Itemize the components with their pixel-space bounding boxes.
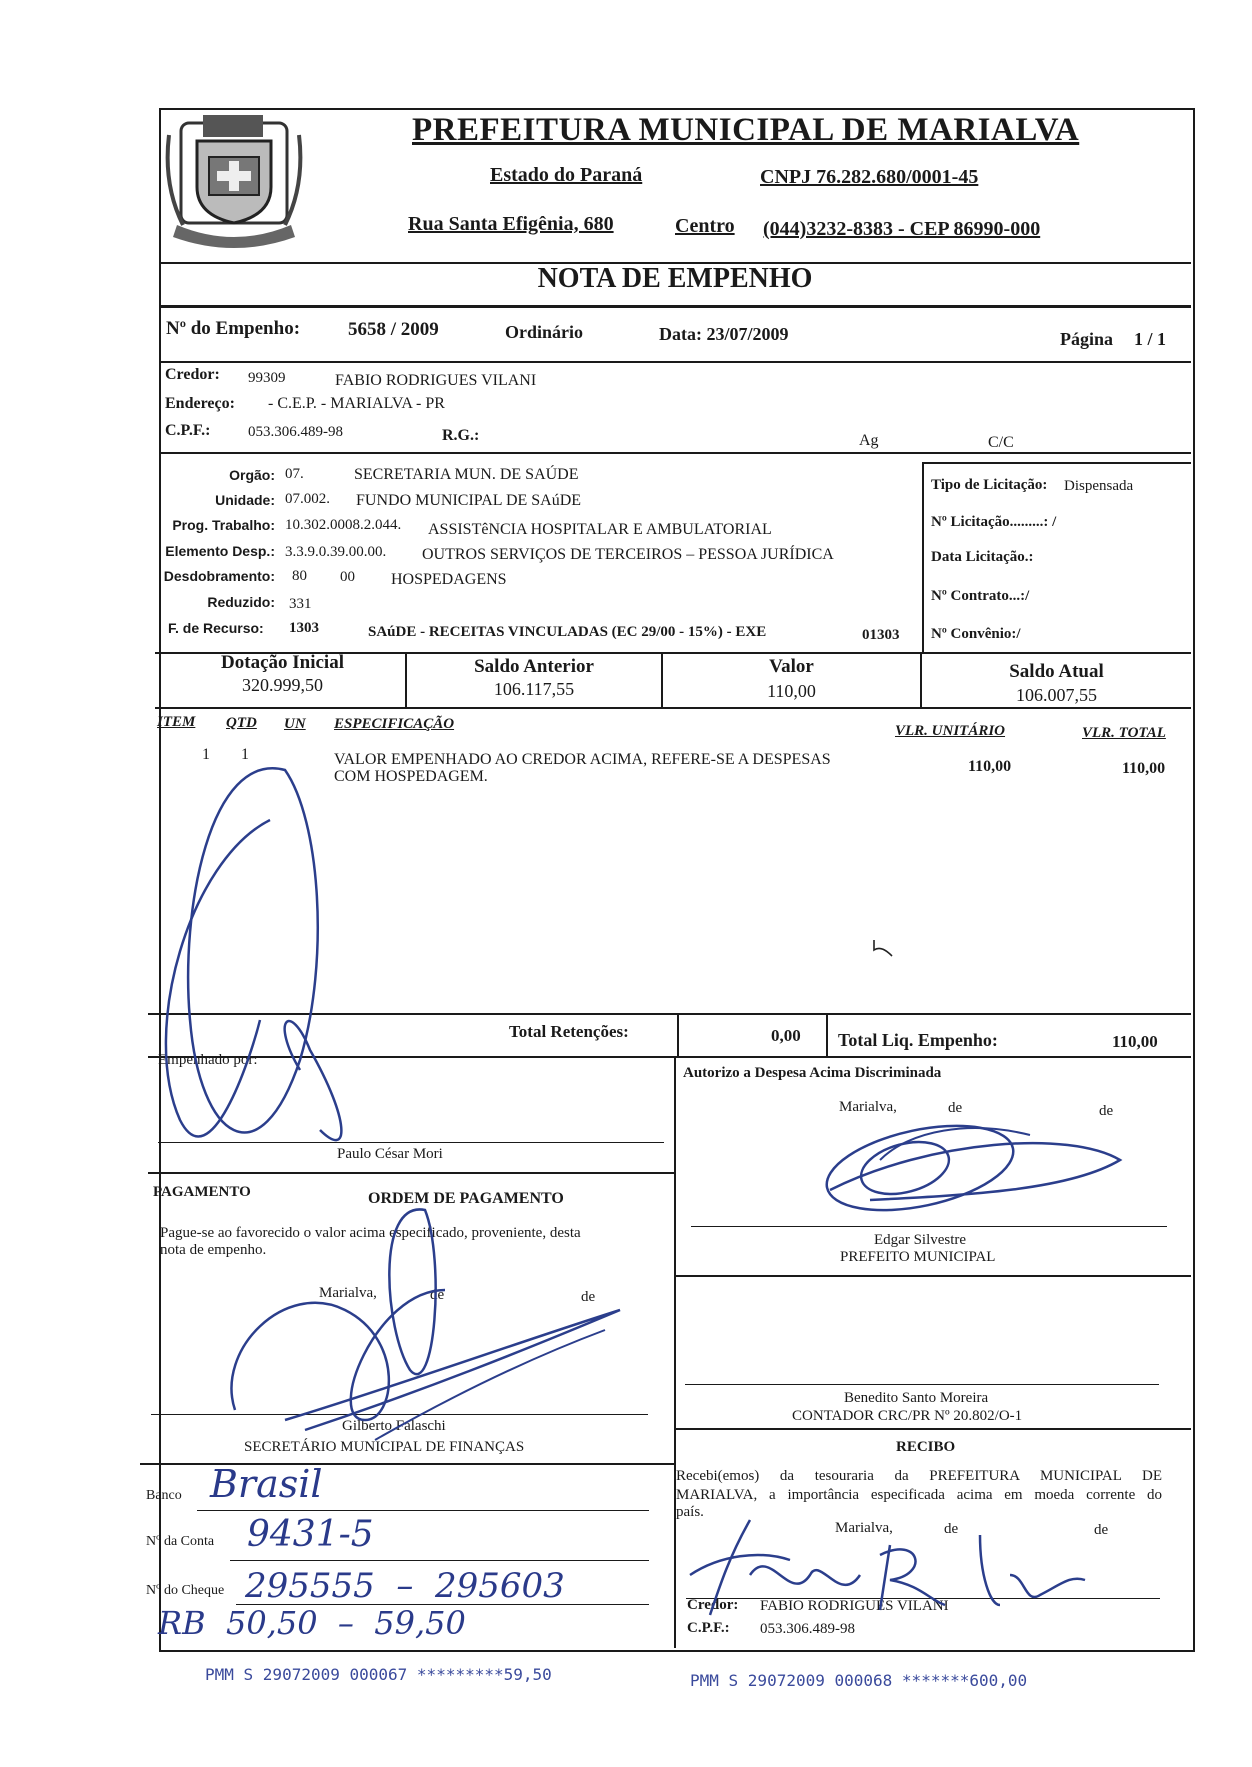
ordem-pagamento-title: ORDEM DE PAGAMENTO bbox=[368, 1190, 564, 1207]
credor-name: FABIO RODRIGUES VILANI bbox=[335, 372, 537, 389]
autorizo-title: Autorizo a Despesa Acima Discriminada bbox=[683, 1065, 942, 1081]
conta-label: Nº da Conta bbox=[146, 1534, 215, 1549]
recibo-de-1: de bbox=[944, 1521, 959, 1537]
financas-name: Gilberto Falaschi bbox=[342, 1418, 446, 1434]
total-liq-empenho-value: 110,00 bbox=[1112, 1032, 1158, 1051]
elemento-desp-code: 3.3.9.0.39.00.00. bbox=[285, 544, 387, 560]
recibo-credor-label: Credor: bbox=[687, 1597, 739, 1613]
recibo-marialva: Marialva, bbox=[835, 1520, 893, 1536]
item-description-line2: COM HOSPEDAGEM. bbox=[334, 768, 488, 785]
rg-label: R.G.: bbox=[442, 427, 480, 444]
recibo-cpf-label: C.P.F.: bbox=[687, 1620, 730, 1636]
prefeito-role: PREFEITO MUNICIPAL bbox=[840, 1249, 996, 1265]
col-header-un: UN bbox=[284, 716, 306, 732]
banco-label: Banco bbox=[146, 1488, 182, 1503]
num-licitacao: Nº Licitação.........: / bbox=[931, 514, 1057, 530]
rb-handwritten: RB 50,50 – 59,50 bbox=[158, 1604, 466, 1642]
item-total-value: 110,00 bbox=[1122, 760, 1166, 777]
recibo-cpf-value: 053.306.489-98 bbox=[760, 1621, 855, 1637]
item-qtd: 1 bbox=[241, 746, 249, 763]
desdobramento-b: 00 bbox=[340, 569, 355, 585]
elemento-desp-value: OUTROS SERVIÇOS DE TERCEIROS – PESSOA JURÍDICA bbox=[422, 546, 834, 563]
desdobramento-label: Desdobramento: bbox=[163, 568, 275, 584]
recibo-text-line1: Recebi(emos) da tesouraria da PREFEITURA MUNICIPAL DE bbox=[676, 1468, 1162, 1484]
item-unit-value: 110,00 bbox=[968, 758, 1012, 775]
orgao-code: 07. bbox=[285, 466, 304, 482]
desdobramento-value: HOSPEDAGENS bbox=[391, 571, 507, 588]
empenhado-por-label: Empenhado por: bbox=[158, 1052, 258, 1068]
empenho-number-label: Nº do Empenho: bbox=[166, 318, 301, 339]
ordem-de-2: de bbox=[581, 1289, 596, 1305]
col-header-item: ITEM bbox=[157, 714, 196, 730]
saldo-anterior-value: 106.117,55 bbox=[493, 679, 575, 699]
pague-text-line2: nota de empenho. bbox=[160, 1242, 267, 1258]
contador-role: CONTADOR CRC/PR Nº 20.802/O-1 bbox=[792, 1408, 1023, 1424]
prefeito-name: Edgar Silvestre bbox=[874, 1232, 967, 1248]
coat-of-arms-logo bbox=[163, 105, 305, 250]
unidade-label: Unidade: bbox=[215, 492, 275, 508]
unidade-code: 07.002. bbox=[285, 491, 330, 507]
col-header-especificacao: ESPECIFICAÇÃO bbox=[334, 716, 455, 732]
reduzido-label: Reduzido: bbox=[207, 594, 275, 610]
dotacao-inicial-label: Dotação Inicial bbox=[221, 652, 344, 673]
page-label: Página bbox=[1060, 329, 1114, 349]
item-number: 1 bbox=[202, 746, 210, 763]
empenho-type: Ordinário bbox=[505, 322, 584, 342]
banco-handwritten: Brasil bbox=[210, 1462, 323, 1506]
phone-cep: (044)3232-8383 - CEP 86990-000 bbox=[763, 218, 1041, 240]
tipo-licitacao-label: Tipo de Licitação: bbox=[931, 477, 1048, 493]
fonte-recurso-code2: 01303 bbox=[862, 627, 900, 643]
credor-label: Credor: bbox=[165, 366, 220, 383]
empenho-number: 5658 / 2009 bbox=[348, 319, 439, 340]
endereco-value: - C.E.P. - MARIALVA - PR bbox=[268, 395, 445, 412]
cheque-label: Nº do Cheque bbox=[146, 1583, 225, 1598]
cpf-label: C.P.F.: bbox=[165, 422, 211, 439]
item-description-line1: VALOR EMPENHADO AO CREDOR ACIMA, REFERE-SE A DESPESAS bbox=[334, 751, 831, 768]
col-header-vlr-total: VLR. TOTAL bbox=[1082, 725, 1166, 741]
address-street: Rua Santa Efigênia, 680 bbox=[408, 213, 614, 235]
total-retencoes-value: 0,00 bbox=[771, 1026, 801, 1045]
cheque-handwritten: 295555 – 295603 bbox=[245, 1566, 565, 1606]
unidade-value: FUNDO MUNICIPAL DE SAúDE bbox=[356, 492, 582, 509]
empenho-date: Data: 23/07/2009 bbox=[659, 324, 789, 344]
small-check-mark bbox=[870, 938, 900, 958]
credor-code: 99309 bbox=[248, 370, 286, 386]
bank-stamp-left: PMM S 29072009 000067 *********59,50 bbox=[205, 1665, 552, 1684]
ag-label: Ag bbox=[859, 432, 879, 449]
dotacao-inicial-value: 320.999,50 bbox=[242, 675, 323, 695]
cnpj-label: CNPJ 76.282.680/0001-45 bbox=[760, 166, 979, 188]
cpf-value: 053.306.489-98 bbox=[248, 424, 343, 440]
recibo-credor-name: FABIO RODRIGUES VILANI bbox=[760, 1598, 949, 1614]
pagamento-title: PAGAMENTO bbox=[153, 1184, 251, 1200]
prog-trabalho-code: 10.302.0008.2.044. bbox=[285, 517, 402, 533]
autorizo-de-1: de bbox=[948, 1100, 963, 1116]
signature-prefeito bbox=[810, 1110, 1130, 1230]
prog-trabalho-label: Prog. Trabalho: bbox=[172, 517, 275, 533]
recibo-de-2: de bbox=[1094, 1522, 1109, 1538]
page-number: 1 / 1 bbox=[1134, 329, 1167, 349]
signature-empenhado bbox=[150, 760, 380, 1170]
endereco-label: Endereço: bbox=[165, 395, 235, 412]
col-header-qtd: QTD bbox=[226, 715, 257, 731]
address-district: Centro bbox=[675, 215, 735, 237]
num-convenio: Nº Convênio:/ bbox=[931, 626, 1021, 642]
autorizo-marialva: Marialva, bbox=[839, 1099, 897, 1115]
institution-title: PREFEITURA MUNICIPAL DE MARIALVA bbox=[412, 112, 1080, 148]
recibo-text-line3: país. bbox=[676, 1504, 704, 1520]
orgao-label: Orgão: bbox=[229, 467, 275, 483]
bank-stamp-right: PMM S 29072009 000068 *******600,00 bbox=[690, 1671, 1028, 1690]
recibo-title: RECIBO bbox=[896, 1439, 956, 1455]
financas-role: SECRETÁRIO MUNICIPAL DE FINANÇAS bbox=[244, 1439, 525, 1455]
fonte-recurso-code: 1303 bbox=[289, 620, 319, 636]
document-title: NOTA DE EMPENHO bbox=[537, 263, 813, 294]
conta-handwritten: 9431-5 bbox=[247, 1514, 374, 1555]
prog-trabalho-value: ASSISTêNCIA HOSPITALAR E AMBULATORIAL bbox=[428, 521, 772, 538]
recibo-text-line2: MARIALVA, a importância especificada acima em moeda corrente do bbox=[676, 1487, 1162, 1503]
saldo-atual-label: Saldo Atual bbox=[1009, 661, 1104, 682]
tipo-licitacao-value: Dispensada bbox=[1064, 478, 1134, 494]
signature-financas bbox=[225, 1180, 635, 1470]
desdobramento-a: 80 bbox=[292, 568, 307, 584]
contador-name: Benedito Santo Moreira bbox=[844, 1390, 989, 1406]
saldo-atual-value: 106.007,55 bbox=[1016, 685, 1097, 705]
total-retencoes-label: Total Retenções: bbox=[509, 1022, 629, 1041]
reduzido-value: 331 bbox=[289, 596, 312, 612]
total-liq-empenho-label: Total Liq. Empenho: bbox=[838, 1030, 998, 1050]
autorizo-de-2: de bbox=[1099, 1103, 1114, 1119]
fonte-recurso-label: F. de Recurso: bbox=[168, 620, 264, 636]
ordem-marialva: Marialva, bbox=[319, 1285, 377, 1301]
state-label: Estado do Paraná bbox=[490, 164, 643, 186]
ordem-de-1: de bbox=[430, 1287, 445, 1303]
valor-label: Valor bbox=[769, 656, 814, 677]
cc-label: C/C bbox=[988, 434, 1014, 451]
fonte-recurso-value: SAúDE - RECEITAS VINCULADAS (EC 29/00 - 15%) - EXE bbox=[368, 624, 767, 640]
signature-credor bbox=[680, 1515, 1100, 1625]
saldo-anterior-label: Saldo Anterior bbox=[474, 656, 594, 677]
col-header-vlr-unitario: VLR. UNITÁRIO bbox=[895, 723, 1006, 739]
valor-value: 110,00 bbox=[767, 681, 816, 701]
data-licitacao: Data Licitação.: bbox=[931, 549, 1034, 565]
num-contrato: Nº Contrato...:/ bbox=[931, 588, 1030, 604]
empenhado-por-name: Paulo César Mori bbox=[337, 1146, 443, 1162]
pague-text-line1: Pague-se ao favorecido o valor acima especificado, proveniente, desta bbox=[160, 1225, 581, 1241]
orgao-value: SECRETARIA MUN. DE SAÚDE bbox=[354, 466, 579, 483]
elemento-desp-label: Elemento Desp.: bbox=[165, 543, 275, 559]
